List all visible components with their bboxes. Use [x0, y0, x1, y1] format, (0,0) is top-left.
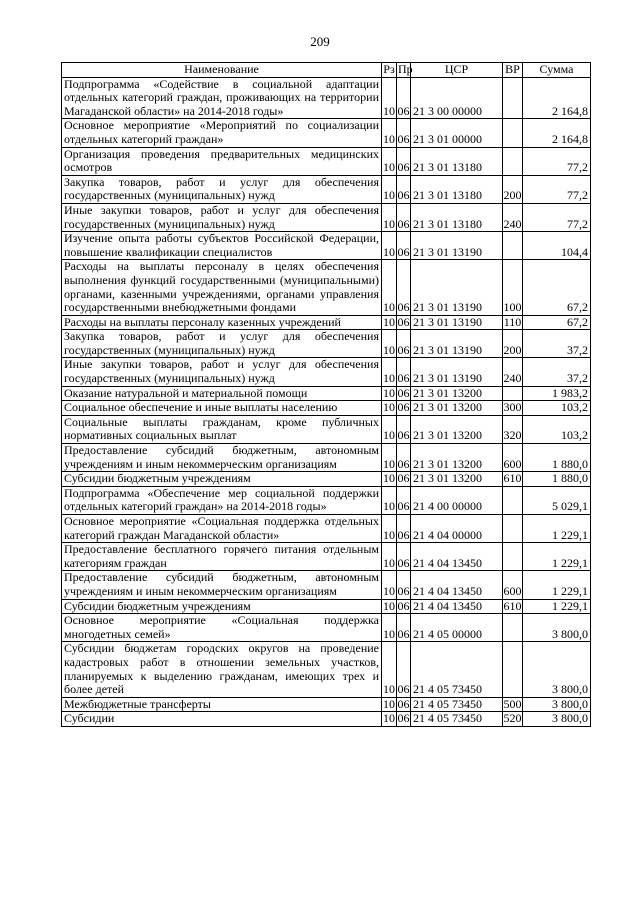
cell-sum: 3 800,0: [523, 614, 591, 642]
cell-name: Расходы на выплаты персоналу казенных учреждений: [62, 315, 382, 330]
cell-name: Основное мероприятие «Мероприятий по социализации отдельных категорий граждан»: [62, 119, 382, 147]
cell-name: Социальное обеспечение и иные выплаты населению: [62, 401, 382, 416]
cell-rz: 10: [383, 385, 395, 400]
table-header-row: [62, 63, 591, 78]
cell-csr: 21 3 01 13180: [411, 175, 503, 203]
table-row: [62, 571, 591, 599]
table-row: [62, 599, 591, 614]
cell-csr: 21 3 01 00000: [411, 119, 503, 147]
cell-csr: 21 3 01 13190: [411, 358, 503, 386]
cell-pr: 06: [397, 471, 410, 486]
cell-rz: 10: [382, 330, 397, 358]
cell-csr: 21 3 01 13200: [411, 444, 503, 472]
cell-vr: 110: [503, 314, 522, 329]
table-row: [62, 175, 591, 203]
cell-csr: 21 3 01 13190: [411, 330, 503, 358]
cell-rz: 10: [382, 515, 397, 543]
cell-rz: 10: [383, 400, 395, 415]
cell-sum: 1 229,1: [523, 571, 591, 599]
table-row: [62, 697, 591, 712]
cell-vr: [503, 232, 523, 260]
cell-rz: 10: [383, 314, 395, 329]
cell-rz: 10: [383, 711, 395, 726]
cell-vr: 600: [503, 571, 523, 599]
cell-name: Межбюджетные трансферты: [62, 697, 382, 712]
cell-pr: 06: [397, 543, 411, 571]
cell-rz: 10: [383, 598, 395, 613]
cell-sum: 77,2: [523, 203, 591, 231]
cell-vr: [503, 77, 523, 119]
cell-pr: 06: [397, 314, 410, 329]
cell-name: Предоставление субсидий бюджетным, автономным учреждениям и иным некоммерческим организациям: [62, 444, 382, 472]
cell-sum: 3 800,0: [523, 712, 591, 727]
cell-pr: 06: [397, 147, 411, 175]
cell-pr: 06: [397, 598, 410, 613]
header-sum: Сумма: [523, 63, 591, 78]
cell-rz: 10: [382, 486, 397, 514]
cell-pr: 06: [397, 642, 411, 697]
cell-pr: 06: [397, 515, 411, 543]
cell-sum: 1 983,2: [523, 386, 591, 401]
cell-name: Предоставление субсидий бюджетным, автономным учреждениям и иным некоммерческим организациям: [62, 571, 382, 599]
cell-name: Предоставление бесплатного горячего питания отдельным категориям граждан: [62, 543, 382, 571]
cell-vr: [503, 642, 523, 697]
cell-sum: 1 880,0: [523, 444, 591, 472]
cell-csr: 21 3 01 13190: [411, 315, 503, 330]
cell-sum: 67,2: [523, 315, 591, 330]
table-row: [62, 614, 591, 642]
cell-sum: 1 229,1: [523, 543, 591, 571]
cell-csr: 21 3 01 13200: [411, 401, 503, 416]
cell-rz: 10: [382, 614, 397, 642]
cell-name: Социальные выплаты гражданам, кроме публичных нормативных социальных выплат: [62, 415, 382, 443]
cell-rz: 10: [382, 415, 397, 443]
cell-csr: 21 4 05 73450: [411, 712, 503, 727]
cell-rz: 10: [382, 175, 397, 203]
cell-vr: [503, 543, 523, 571]
cell-name: Расходы на выплаты персоналу в целях обеспечения выполнения функций государственными (муниципальными) органами, казенными учреждениями, органами управления государственными внебюджетными фондами: [62, 260, 382, 315]
table-row: [62, 386, 591, 401]
cell-pr: 06: [397, 119, 411, 147]
cell-vr: 200: [503, 175, 523, 203]
table-row: [62, 260, 591, 315]
cell-rz: 10: [382, 232, 397, 260]
cell-pr: 06: [397, 77, 411, 119]
cell-csr: 21 3 01 13200: [411, 415, 503, 443]
cell-pr: 06: [397, 358, 411, 386]
header-pr: Пр: [398, 62, 413, 76]
cell-name: Закупка товаров, работ и услуг для обеспечения государственных (муниципальных) нужд: [62, 330, 382, 358]
cell-pr: 06: [397, 415, 411, 443]
cell-pr: 06: [397, 711, 410, 726]
cell-csr: 21 4 05 00000: [411, 614, 503, 642]
cell-vr: 600: [503, 444, 523, 472]
table-row: [62, 712, 591, 727]
cell-vr: 300: [503, 400, 522, 415]
table-row: [62, 543, 591, 571]
cell-csr: 21 4 04 13450: [411, 571, 503, 599]
header-rz: Рз: [383, 62, 395, 76]
cell-vr: [503, 515, 523, 543]
table-row: [62, 444, 591, 472]
cell-csr: 21 3 01 13180: [411, 203, 503, 231]
table-row: [62, 330, 591, 358]
cell-rz: 10: [382, 119, 397, 147]
header-csr: ЦСР: [411, 63, 503, 78]
cell-sum: 3 800,0: [523, 642, 591, 697]
cell-rz: 10: [382, 203, 397, 231]
cell-pr: 06: [397, 444, 411, 472]
cell-pr: 06: [397, 486, 411, 514]
cell-sum: 5 029,1: [523, 486, 591, 514]
cell-pr: 06: [397, 260, 411, 315]
cell-csr: 21 4 04 13450: [411, 599, 503, 614]
cell-vr: [503, 147, 523, 175]
cell-name: Изучение опыта работы субъектов Российской Федерации, повышение квалификации специалистов: [62, 232, 382, 260]
cell-rz: 10: [382, 358, 397, 386]
cell-pr: 06: [397, 614, 411, 642]
table-row: [62, 203, 591, 231]
cell-name: Субсидии бюджетным учреждениям: [62, 599, 382, 614]
header-name: Наименование: [62, 63, 382, 78]
cell-sum: 1 229,1: [523, 515, 591, 543]
cell-rz: 10: [382, 260, 397, 315]
table-row: [62, 486, 591, 514]
budget-table: [61, 62, 591, 727]
cell-csr: 21 4 04 13450: [411, 543, 503, 571]
table-row: [62, 642, 591, 697]
cell-vr: 200: [503, 330, 523, 358]
table-body: [62, 77, 591, 726]
cell-csr: 21 3 01 13180: [411, 147, 503, 175]
cell-sum: 103,2: [523, 415, 591, 443]
cell-csr: 21 3 01 13200: [411, 472, 503, 487]
cell-sum: 67,2: [523, 260, 591, 315]
table-row: [62, 119, 591, 147]
table-row: [62, 147, 591, 175]
cell-rz: 10: [382, 642, 397, 697]
cell-vr: 320: [503, 415, 523, 443]
cell-name: Основное мероприятие «Социальная поддержка многодетных семей»: [62, 614, 382, 642]
cell-name: Субсидии бюджетным учреждениям: [62, 472, 382, 487]
cell-vr: 240: [503, 358, 523, 386]
cell-csr: 21 4 05 73450: [411, 642, 503, 697]
cell-name: Подпрограмма «Обеспечение мер социальной поддержки отдельных категорий граждан» на 2014-2018 годы»: [62, 486, 382, 514]
cell-rz: 10: [383, 696, 395, 711]
cell-sum: 2 164,8: [523, 77, 591, 119]
cell-name: Организация проведения предварительных медицинских осмотров: [62, 147, 382, 175]
cell-name: Подпрограмма «Содействие в социальной адаптации отдельных категорий граждан, проживающих на территории Магаданской области» на 2014-2018 годы»: [62, 77, 382, 119]
cell-pr: 06: [397, 175, 411, 203]
cell-sum: 77,2: [523, 147, 591, 175]
cell-name: Закупка товаров, работ и услуг для обеспечения государственных (муниципальных) нужд: [62, 175, 382, 203]
cell-name: Иные закупки товаров, работ и услуг для обеспечения государственных (муниципальных) нужд: [62, 358, 382, 386]
table-row: [62, 515, 591, 543]
cell-vr: 500: [503, 696, 522, 711]
cell-vr: 610: [503, 598, 522, 613]
cell-pr: 06: [397, 400, 410, 415]
cell-vr: [503, 486, 523, 514]
cell-vr: [503, 614, 523, 642]
table-row: [62, 401, 591, 416]
cell-name: Иные закупки товаров, работ и услуг для обеспечения государственных (муниципальных) нужд: [62, 203, 382, 231]
cell-name: Субсидии бюджетам городских округов на проведение кадастровых работ в отношении земельных участков, планируемых к выделению гражданам, имеющих трех и более детей: [62, 642, 382, 697]
cell-vr: 610: [503, 471, 522, 486]
cell-rz: 10: [382, 543, 397, 571]
cell-name: Оказание натуральной и материальной помощи: [62, 386, 382, 401]
cell-pr: 06: [397, 571, 411, 599]
cell-vr: [503, 386, 523, 401]
cell-sum: 103,2: [523, 401, 591, 416]
cell-pr: 06: [397, 696, 410, 711]
cell-csr: 21 4 00 00000: [411, 486, 503, 514]
cell-sum: 1 880,0: [523, 472, 591, 487]
table-row: [62, 472, 591, 487]
cell-name: Основное мероприятие «Социальная поддержка отдельных категорий граждан Магаданской области»: [62, 515, 382, 543]
table-row: [62, 415, 591, 443]
cell-pr: 06: [397, 330, 411, 358]
cell-rz: 10: [382, 444, 397, 472]
cell-sum: 37,2: [523, 330, 591, 358]
cell-vr: [503, 119, 523, 147]
header-vr: ВР: [503, 63, 523, 78]
cell-csr: 21 3 00 00000: [411, 77, 503, 119]
cell-pr: 06: [397, 385, 410, 400]
cell-sum: 77,2: [523, 175, 591, 203]
cell-sum: 2 164,8: [523, 119, 591, 147]
cell-name: Субсидии: [62, 712, 382, 727]
cell-vr: 100: [503, 260, 523, 315]
cell-csr: 21 3 01 13200: [411, 386, 503, 401]
cell-csr: 21 3 01 13190: [411, 232, 503, 260]
cell-csr: 21 4 04 00000: [411, 515, 503, 543]
cell-pr: 06: [397, 203, 411, 231]
table-row: [62, 232, 591, 260]
cell-sum: 104,4: [523, 232, 591, 260]
cell-csr: 21 4 05 73450: [411, 697, 503, 712]
cell-csr: 21 3 01 13190: [411, 260, 503, 315]
cell-sum: 3 800,0: [523, 697, 591, 712]
cell-sum: 1 229,1: [523, 599, 591, 614]
cell-rz: 10: [383, 471, 395, 486]
cell-rz: 10: [382, 571, 397, 599]
cell-rz: 10: [382, 77, 397, 119]
table-row: [62, 77, 591, 119]
cell-rz: 10: [382, 147, 397, 175]
cell-vr: 240: [503, 203, 523, 231]
cell-vr: 520: [503, 711, 522, 726]
cell-pr: 06: [397, 232, 411, 260]
page-number: 209: [310, 34, 330, 49]
table-row: [62, 358, 591, 386]
cell-sum: 37,2: [523, 358, 591, 386]
table-row: [62, 315, 591, 330]
